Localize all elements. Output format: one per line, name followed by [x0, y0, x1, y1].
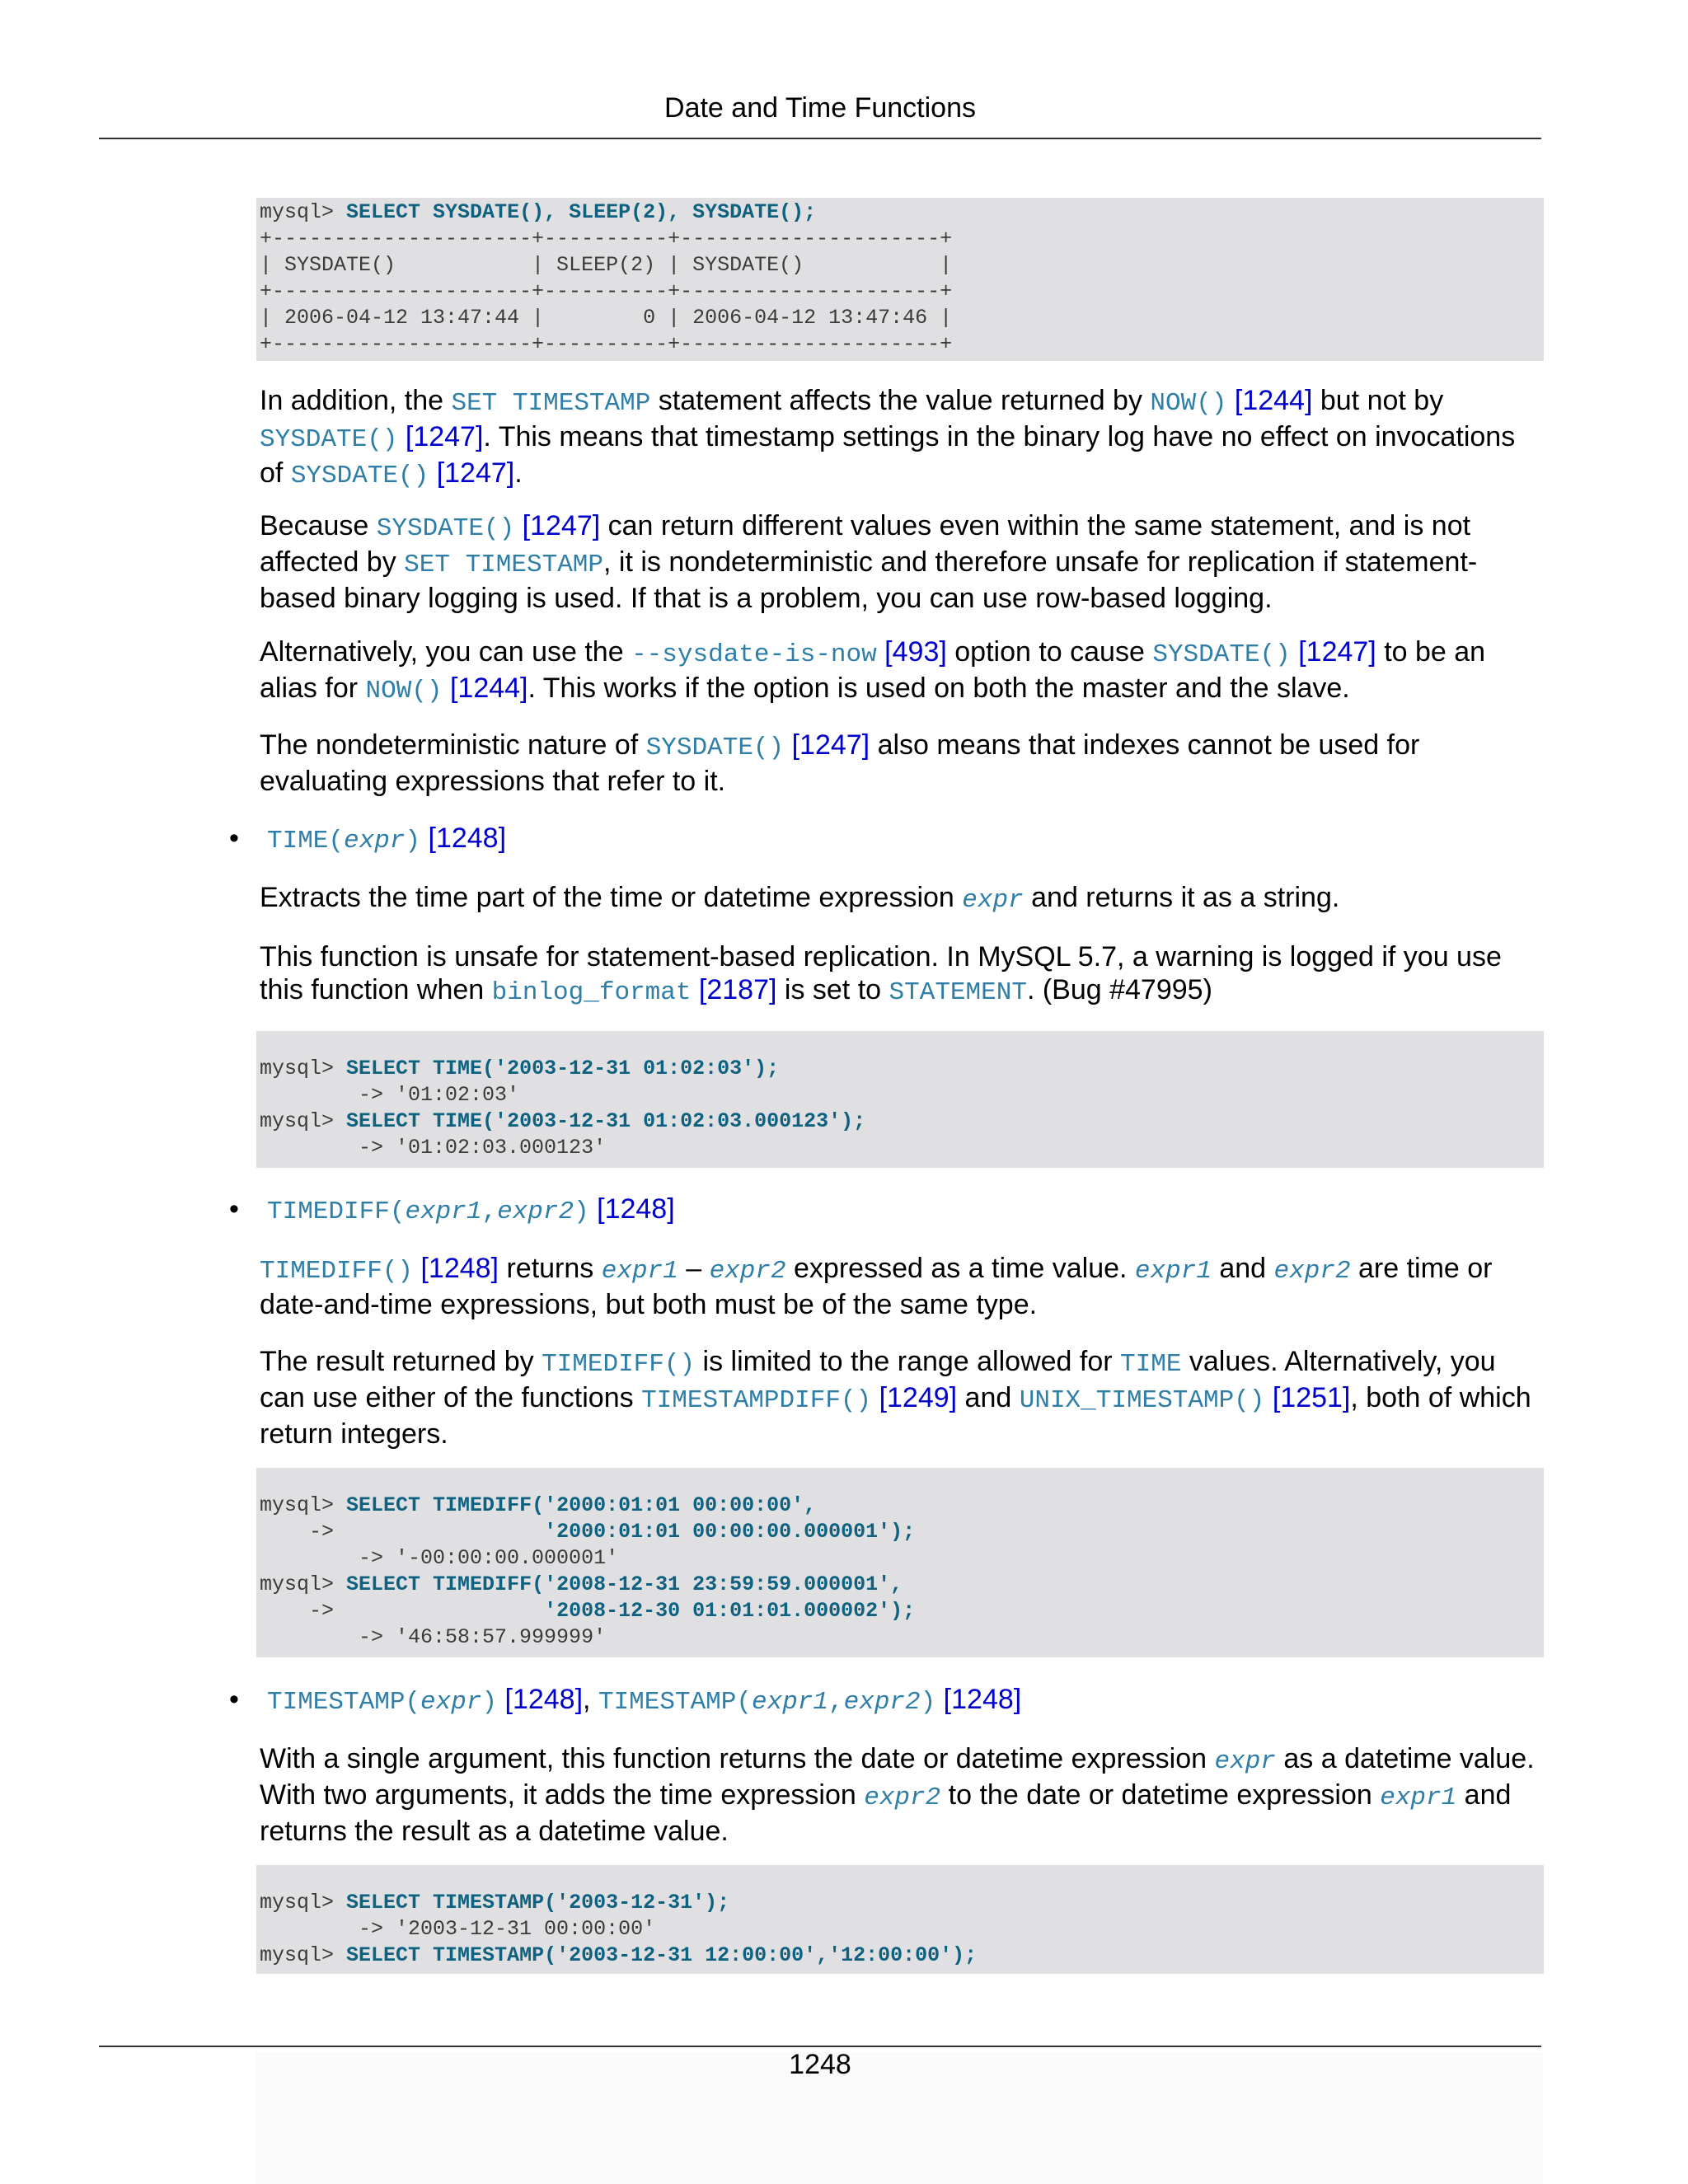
now-function-link[interactable]: NOW() [365, 677, 443, 705]
code-command: SELECT TIME('2003-12-31 01:02:03'); [346, 1057, 780, 1080]
code-command: SELECT TIMEDIFF('2008-12-31 23:59:59.000001', [346, 1572, 903, 1596]
timestamp-description [260, 1742, 1545, 1848]
page-ref-link[interactable]: [2187] [691, 974, 777, 1005]
paragraph-indexes [260, 729, 1545, 798]
code-prompt: mysql> [260, 1572, 347, 1596]
fn-name: TIMESTAMP( [598, 1688, 752, 1717]
text: but not by [1312, 385, 1444, 416]
function-heading-time [267, 822, 1553, 858]
timediff-range-note [260, 1345, 1545, 1451]
page-ref-link[interactable]: [1244] [442, 673, 528, 704]
fn-arg: expr2 [843, 1688, 921, 1717]
table-data-row: | 2006-04-12 13:47:44 | 0 | 2006-04-12 13:47:46 | [260, 306, 953, 330]
text: is limited to the range allowed for [695, 1346, 1121, 1377]
page-ref-link[interactable]: [1248] [413, 1253, 499, 1284]
text: The nondeterministic nature of [260, 729, 646, 761]
text: are time or date-and-time expressions, but both must be of the same type. [260, 1253, 1493, 1320]
text: In addition, the [260, 385, 452, 416]
page-ref-link[interactable]: [1244] [1226, 385, 1313, 416]
text: , both of which return integers. [260, 1382, 1531, 1450]
text: and returns the result as a datetime value. [260, 1779, 1512, 1847]
code-block-timediff [256, 1468, 1544, 1657]
sysdate-is-now-option-link[interactable]: --sysdate-is-now [631, 640, 877, 669]
timestamp-function-link[interactable] [267, 1688, 497, 1717]
page-ref-link[interactable]: [1248] [588, 1193, 675, 1225]
arg-expr: expr1 [601, 1257, 678, 1286]
code-result: -> '2003-12-31 00:00:00' [260, 1917, 656, 1941]
arg-expr: expr [1214, 1747, 1276, 1776]
bullet-marker: • [229, 823, 239, 854]
text: to the date or datetime expression [940, 1779, 1381, 1811]
sysdate-function-link[interactable]: SYSDATE() [1152, 640, 1291, 669]
fn-arg: expr2 [497, 1197, 574, 1226]
paragraph-set-timestamp [260, 384, 1545, 493]
arg-expr: expr2 [864, 1783, 941, 1812]
text: Because [260, 510, 377, 541]
page-ref-link[interactable]: [1247] [784, 729, 870, 761]
function-heading-timestamp [267, 1683, 1553, 1719]
time-replication-note [260, 940, 1545, 1010]
text: expressed as a time value. [785, 1253, 1135, 1284]
timestamp-two-arg-function-link[interactable] [598, 1688, 935, 1717]
code-command: '2000:01:01 00:00:00.000001'); [544, 1520, 916, 1544]
fn-name: TIME( [267, 827, 345, 855]
code-block-time [256, 1031, 1544, 1168]
code-block-timestamp [256, 1865, 1544, 1974]
arg-expr: expr1 [1134, 1257, 1212, 1286]
time-type-link[interactable]: TIME [1120, 1350, 1182, 1379]
text: This function is unsafe for statement-based replication. In MySQL 5.7, a warning is logged if you use this function when [260, 941, 1502, 1005]
text: The result returned by [260, 1346, 542, 1377]
text: is set to [776, 974, 889, 1005]
fn-comma: , [481, 1197, 498, 1226]
text: . [514, 457, 523, 489]
fn-close: ) [481, 1688, 498, 1717]
code-command: '2008-12-30 01:01:01.000002'); [544, 1599, 916, 1623]
code-result: -> '01:02:03' [260, 1083, 520, 1107]
code-prompt: mysql> [260, 1943, 347, 1967]
timediff-function-link[interactable]: TIMEDIFF() [260, 1257, 414, 1286]
arg-expr: expr1 [1380, 1783, 1457, 1812]
fn-arg: expr1 [751, 1688, 828, 1717]
code-block-sysdate [256, 198, 1544, 361]
set-timestamp-link[interactable]: SET TIMESTAMP [404, 551, 604, 579]
page-ref-link[interactable]: [1247] [429, 457, 515, 489]
code-result: -> '46:58:57.999999' [260, 1625, 607, 1649]
fn-arg: expr [420, 1688, 482, 1717]
sysdate-function-link[interactable]: SYSDATE() [260, 425, 398, 454]
page-ref-link[interactable]: [1251] [1264, 1382, 1351, 1413]
page-ref-link[interactable]: [493] [876, 636, 947, 668]
sysdate-function-link[interactable]: SYSDATE() [290, 462, 429, 490]
code-command: SELECT SYSDATE(), SLEEP(2), SYSDATE(); [346, 200, 817, 224]
paragraph-sysdate-is-now [260, 635, 1545, 708]
fn-name: TIMEDIFF( [267, 1197, 406, 1226]
fn-close: ) [405, 827, 421, 855]
fn-comma: , [828, 1688, 844, 1717]
footer-divider [99, 2046, 1541, 2047]
text: With a single argument, this function returns the date or datetime expression [260, 1743, 1215, 1774]
text: . This works if the option is used on both the master and the slave. [528, 673, 1350, 704]
text: returns [499, 1253, 602, 1284]
sysdate-function-link[interactable]: SYSDATE() [645, 733, 785, 762]
text: and returns it as a string. [1023, 882, 1340, 913]
arg-expr: expr2 [709, 1257, 786, 1286]
bullet-marker: • [229, 1193, 239, 1225]
page-ref-link[interactable]: [1247] [397, 421, 484, 452]
text: Extracts the time part of the time or datetime expression [260, 882, 963, 913]
text: option to cause [946, 636, 1153, 668]
page-header-title: Date and Time Functions [664, 92, 976, 124]
arg-expr: expr [962, 886, 1024, 915]
sysdate-function-link[interactable]: SYSDATE() [376, 514, 515, 543]
arg-expr: expr2 [1273, 1257, 1351, 1286]
fn-arg: expr1 [405, 1197, 482, 1226]
text: to be an alias for [260, 636, 1486, 704]
page-ref-link[interactable]: [1248] [497, 1684, 584, 1715]
timediff-function-link[interactable]: TIMEDIFF() [542, 1350, 696, 1379]
set-timestamp-link[interactable]: SET TIMESTAMP [451, 389, 651, 418]
statement-value-link[interactable]: STATEMENT [889, 978, 1027, 1007]
separator: , [583, 1684, 598, 1715]
table-border: +---------------------+----------+---------------------+ [260, 227, 953, 251]
fn-name: TIMESTAMP( [267, 1688, 421, 1717]
code-command: SELECT TIME('2003-12-31 01:02:03.000123'); [346, 1109, 866, 1133]
text: . (Bug #47995) [1026, 974, 1212, 1005]
time-function-link[interactable] [267, 827, 420, 855]
page-ref-link[interactable]: [1248] [935, 1684, 1022, 1715]
text: , it is nondeterministic and therefore unsafe for replication if statement-based binary logging is used. If that is a problem, you can use row-based logging. [260, 546, 1478, 614]
function-heading-timediff [267, 1193, 1553, 1229]
table-header-row: | SYSDATE() | SLEEP(2) | SYSDATE() | [260, 253, 953, 277]
bullet-marker: • [229, 1684, 239, 1715]
table-border: +---------------------+----------+---------------------+ [260, 332, 953, 356]
timediff-function-link[interactable] [267, 1197, 589, 1226]
page-ref-link[interactable]: [1248] [420, 823, 507, 854]
text: values. Alternatively, you can use either of the functions [260, 1346, 1496, 1413]
text: and [957, 1382, 1020, 1413]
code-result: -> '-00:00:00.000001' [260, 1546, 619, 1570]
binlog-format-link[interactable]: binlog_format [491, 978, 692, 1007]
timestampdiff-function-link[interactable]: TIMESTAMPDIFF() [641, 1386, 872, 1415]
page-ref-link[interactable]: [1249] [871, 1382, 958, 1413]
text: can return different values even within the same statement, and is not affected by [260, 510, 1471, 578]
code-prompt: mysql> [260, 1109, 347, 1133]
text: . This means that timestamp settings in the binary log have no effect on invocations of [260, 421, 1516, 489]
code-prompt: mysql> [260, 1493, 347, 1517]
code-continuation: -> [260, 1599, 545, 1623]
fn-close: ) [574, 1197, 589, 1226]
text: Alternatively, you can use the [260, 636, 632, 668]
time-description [260, 881, 1545, 917]
page-number: 1248 [789, 2049, 851, 2080]
fn-close: ) [920, 1688, 936, 1717]
page-ref-link[interactable]: [1247] [1290, 636, 1376, 668]
now-function-link[interactable]: NOW() [1150, 389, 1227, 418]
paragraph-nondeterministic [260, 509, 1545, 615]
page-ref-link[interactable]: [1247] [514, 510, 601, 541]
code-prompt: mysql> [260, 200, 347, 224]
code-command: SELECT TIMESTAMP('2003-12-31'); [346, 1891, 730, 1915]
code-command: SELECT TIMESTAMP('2003-12-31 12:00:00','12:00:00'); [346, 1943, 978, 1967]
text: statement affects the value returned by [650, 385, 1151, 416]
table-border: +---------------------+----------+---------------------+ [260, 279, 953, 303]
text: as a datetime value. With two arguments, it adds the time expression [260, 1743, 1535, 1811]
code-continuation: -> [260, 1520, 545, 1544]
fn-arg: expr [344, 827, 406, 855]
code-prompt: mysql> [260, 1057, 347, 1080]
unix-timestamp-function-link[interactable]: UNIX_TIMESTAMP() [1019, 1386, 1265, 1415]
text: and [1211, 1253, 1274, 1284]
code-prompt: mysql> [260, 1891, 347, 1915]
timediff-description [260, 1252, 1545, 1321]
text: also means that indexes cannot be used for evaluating expressions that refer to it. [260, 729, 1420, 797]
code-command: SELECT TIMEDIFF('2000:01:01 00:00:00', [346, 1493, 817, 1517]
code-result: -> '01:02:03.000123' [260, 1136, 607, 1160]
text: – [678, 1253, 710, 1284]
header-divider [99, 138, 1541, 139]
